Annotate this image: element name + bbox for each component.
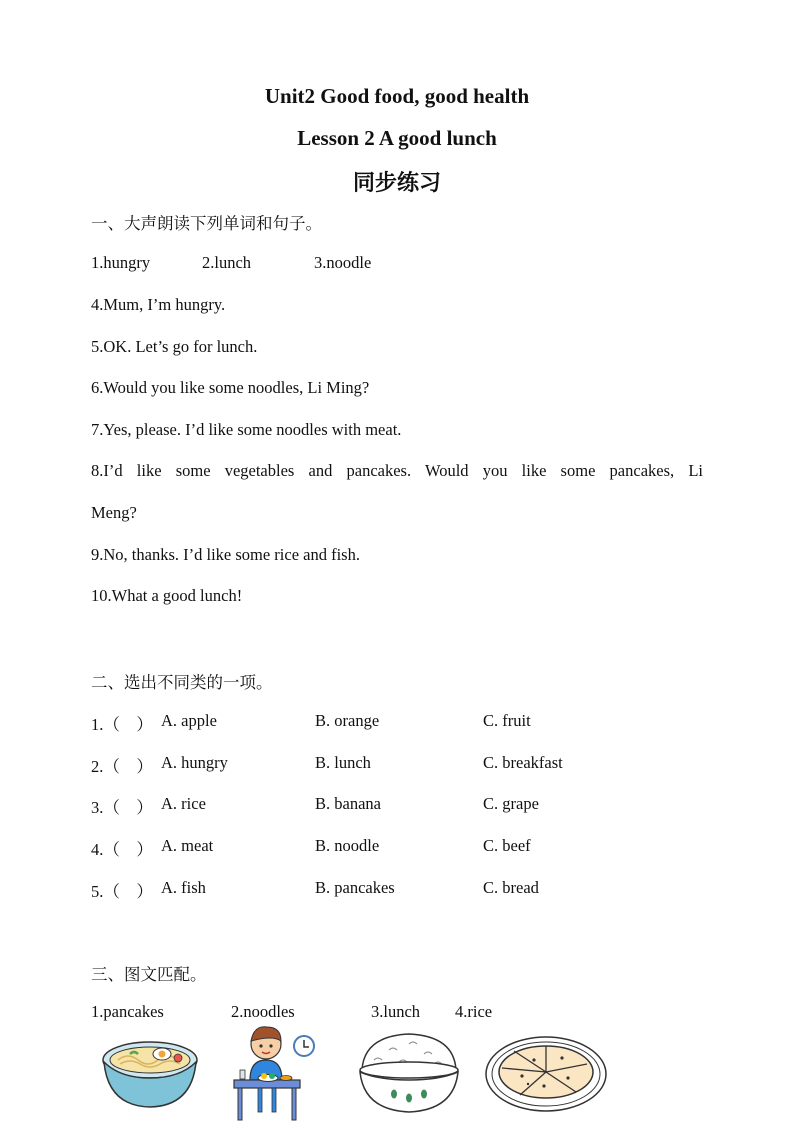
q2-option-c: C. breakfast — [483, 753, 563, 772]
match-label-3: 3.lunch — [371, 1002, 421, 1021]
sentence-5: 5.OK. Let’s go for lunch. — [91, 337, 258, 356]
sentence-9: 9.No, thanks. I’d like some rice and fish. — [91, 545, 360, 564]
title-exercise: 同步练习 — [352, 171, 441, 196]
sentence-8-cont: Meng? — [91, 503, 137, 522]
match-label-2: 2.noodles — [231, 1002, 295, 1021]
q1-option-a: A. apple — [161, 711, 217, 730]
q5-option-c: C. bread — [483, 878, 539, 897]
q4-option-c: C. beef — [483, 836, 531, 855]
section-2-heading: 二、选出不同类的一项。 — [91, 673, 273, 692]
child-eating-lunch-picture — [228, 1024, 320, 1122]
q5-option-b: B. pancakes — [315, 878, 395, 897]
q5-option-a: A. fish — [161, 878, 206, 897]
q3-option-b: B. banana — [315, 794, 381, 813]
q4-option-b: B. noodle — [315, 836, 380, 855]
sentence-10: 10.What a good lunch! — [91, 586, 243, 605]
section-1-heading: 一、大声朗读下列单词和句子。 — [91, 214, 322, 233]
sentence-4: 4.Mum, I’m hungry. — [91, 295, 226, 314]
section-3-heading: 三、图文匹配。 — [91, 965, 207, 984]
q2-number[interactable]: 2.（ ） — [91, 757, 153, 776]
q3-option-c: C. grape — [483, 794, 539, 813]
sentence-8: 8.I’d like some vegetables and pancakes. Would you like some pancakes, Li — [91, 461, 703, 480]
q5-number[interactable]: 5.（ ） — [91, 882, 153, 901]
sentence-7: 7.Yes, please. I’d like some noodles with meat. — [91, 420, 402, 439]
title-unit: Unit2 Good food, good health — [264, 84, 530, 108]
match-label-4: 4.rice — [455, 1002, 493, 1021]
q1-option-c: C. fruit — [483, 711, 531, 730]
match-label-1: 1.pancakes — [91, 1002, 164, 1021]
q2-option-a: A. hungry — [161, 753, 228, 772]
q2-option-b: B. lunch — [315, 753, 371, 772]
q1-option-b: B. orange — [315, 711, 380, 730]
title-lesson: Lesson 2 A good lunch — [297, 126, 497, 150]
word-1: 1.hungry — [91, 253, 151, 272]
noodle-bowl-picture — [100, 1036, 200, 1110]
q4-number[interactable]: 4.（ ） — [91, 840, 153, 859]
pancake-plate-picture — [484, 1032, 608, 1114]
word-2: 2.lunch — [202, 253, 252, 272]
word-3: 3.noodle — [314, 253, 372, 272]
q4-option-a: A. meat — [161, 836, 214, 855]
rice-bowl-picture — [354, 1030, 464, 1116]
q3-number[interactable]: 3.（ ） — [91, 798, 153, 817]
sentence-6: 6.Would you like some noodles, Li Ming? — [91, 378, 370, 397]
q3-option-a: A. rice — [161, 794, 206, 813]
q1-number[interactable]: 1.（ ） — [91, 715, 153, 734]
